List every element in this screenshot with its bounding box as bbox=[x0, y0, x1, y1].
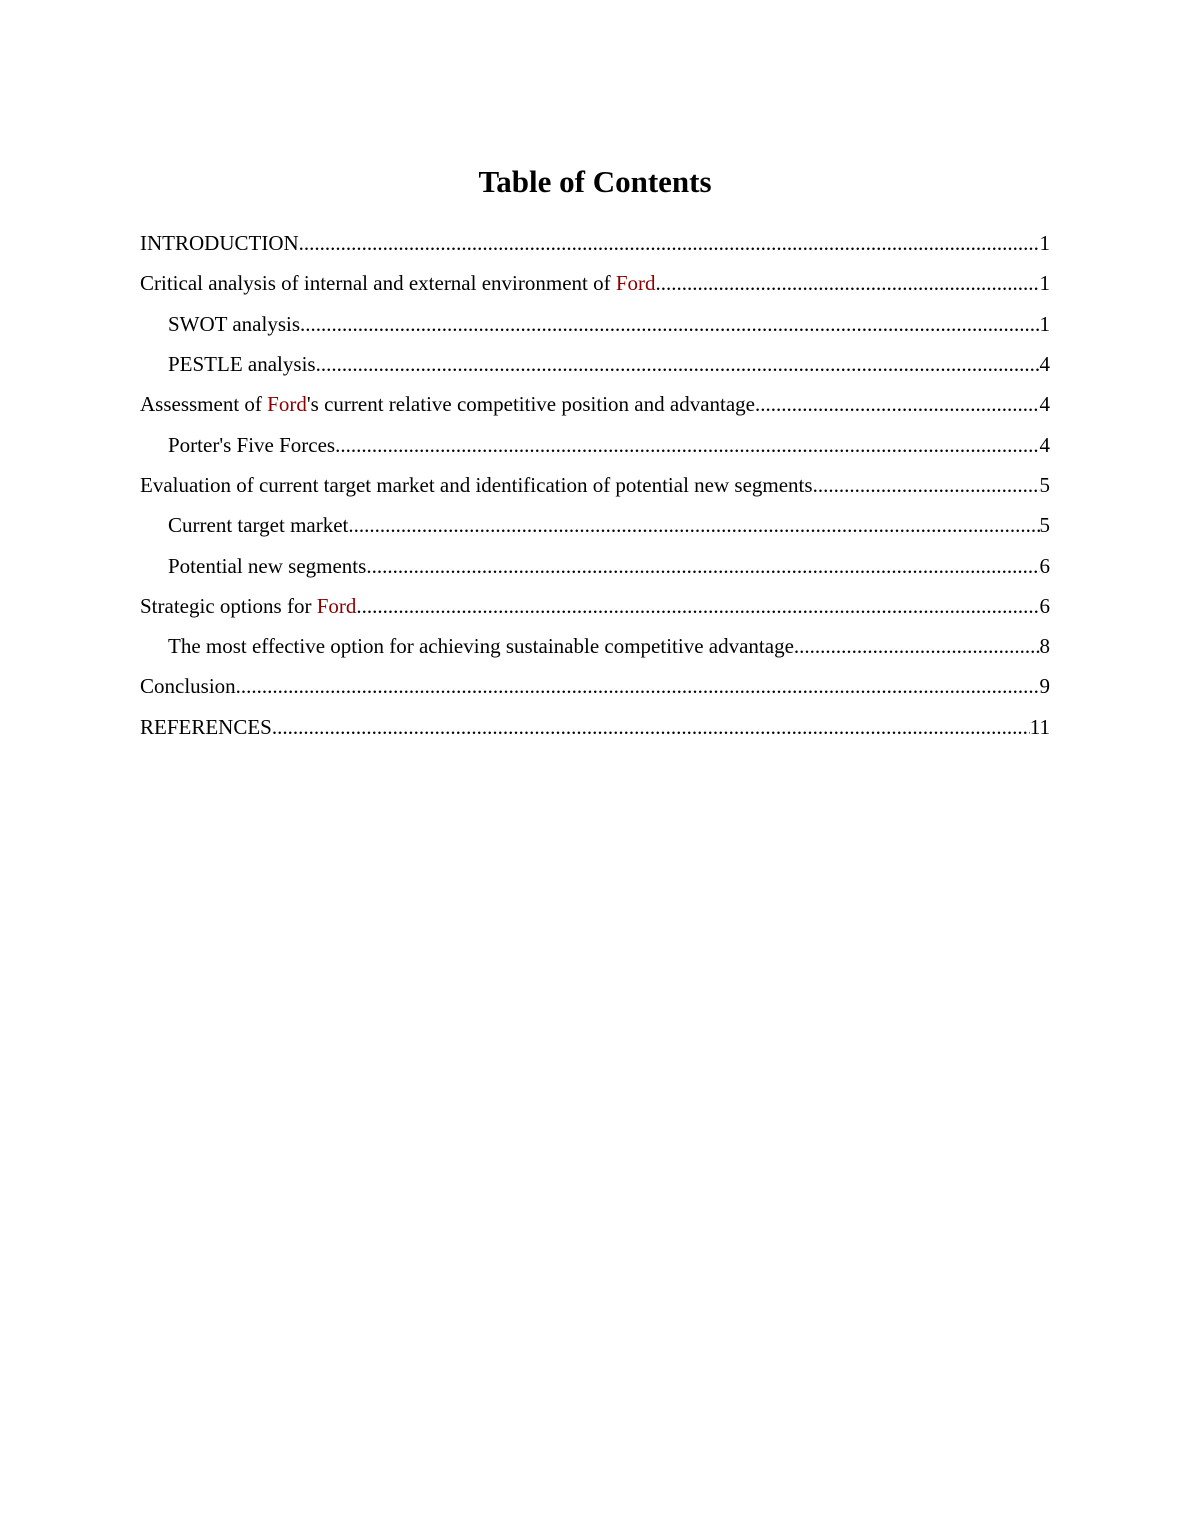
toc-title: Table of Contents bbox=[478, 164, 712, 199]
toc-entry[interactable] bbox=[140, 545, 1050, 585]
toc-page-number: 4 bbox=[1039, 432, 1050, 457]
toc-page-number: 6 bbox=[1039, 553, 1050, 578]
toc-page-number: 8 bbox=[1039, 634, 1050, 659]
toc-entry[interactable] bbox=[140, 586, 1050, 626]
toc-page-number: 4 bbox=[1039, 392, 1050, 417]
toc-dot-leader bbox=[335, 433, 1039, 457]
toc-page-number: 6 bbox=[1039, 593, 1050, 618]
toc-entry-text bbox=[140, 231, 299, 255]
toc-entry-text bbox=[168, 433, 335, 457]
toc-dot-leader bbox=[366, 554, 1039, 578]
toc-entry-title: Porter's Five Forces bbox=[168, 432, 336, 457]
toc-entry-title: Evaluation of current target market and identification of potential new segments bbox=[140, 472, 813, 497]
toc-entry-title: The most effective option for achieving sustainable competitive advantage bbox=[168, 634, 794, 659]
toc-entry-text bbox=[140, 674, 236, 698]
toc-entry-text bbox=[140, 594, 356, 618]
toc-entry-text bbox=[140, 473, 813, 497]
toc-entry-title: SWOT analysis bbox=[168, 311, 301, 336]
toc-page-number: 9 bbox=[1039, 674, 1050, 699]
toc-page-number: 1 bbox=[1039, 231, 1050, 256]
toc-entry-text bbox=[168, 513, 348, 537]
toc-entry[interactable] bbox=[140, 424, 1050, 464]
toc-entry-title: Strategic options for bbox=[140, 593, 317, 618]
toc-dot-leader bbox=[794, 634, 1040, 658]
toc-page-number: 5 bbox=[1039, 513, 1050, 538]
toc-entry-text bbox=[168, 352, 316, 376]
toc-entry-text bbox=[168, 554, 366, 578]
toc-entry-text bbox=[140, 271, 656, 295]
toc-entry-text bbox=[140, 715, 272, 739]
toc-dot-leader bbox=[236, 674, 1040, 698]
toc-dot-leader bbox=[300, 312, 1039, 336]
toc-entry[interactable] bbox=[140, 505, 1050, 545]
toc-entry-title: Potential new segments bbox=[168, 553, 367, 578]
toc-entry-text bbox=[140, 392, 755, 416]
toc-page-number: 4 bbox=[1039, 352, 1050, 377]
toc-entry-text bbox=[168, 312, 300, 336]
toc-dot-leader bbox=[272, 715, 1030, 739]
toc-entry[interactable] bbox=[140, 384, 1050, 424]
toc-entry-highlight: Ford bbox=[267, 392, 307, 417]
toc-dot-leader bbox=[813, 473, 1040, 497]
toc-entry-text bbox=[168, 634, 794, 658]
toc-entry[interactable] bbox=[140, 263, 1050, 303]
toc-page-number: 1 bbox=[1039, 311, 1050, 336]
toc-entry-title: Assessment of bbox=[140, 392, 268, 417]
toc-dot-leader bbox=[316, 352, 1040, 376]
toc-entry[interactable] bbox=[140, 223, 1050, 263]
toc-entry-title: Critical analysis of internal and external environment of bbox=[140, 271, 616, 296]
toc-entry-title: Current target market bbox=[168, 513, 349, 538]
toc-entry[interactable] bbox=[140, 626, 1050, 666]
toc-entry-title: Conclusion bbox=[140, 674, 236, 699]
toc-dot-leader bbox=[299, 231, 1040, 255]
toc-entry-title: PESTLE analysis bbox=[168, 352, 316, 377]
toc-entry[interactable] bbox=[140, 465, 1050, 505]
toc-dot-leader bbox=[656, 271, 1040, 295]
toc-entry-highlight: Ford bbox=[316, 593, 357, 618]
toc-page-number: 11 bbox=[1029, 714, 1050, 739]
toc-page-number: 1 bbox=[1039, 271, 1050, 296]
toc-list bbox=[140, 223, 1050, 747]
toc-dot-leader bbox=[755, 392, 1040, 416]
toc-entry-highlight: Ford bbox=[615, 271, 656, 296]
toc-entry-title: REFERENCES bbox=[140, 714, 272, 739]
toc-dot-leader bbox=[348, 513, 1039, 537]
toc-entry-title-rest: 's current relative competitive position and advantage bbox=[306, 392, 755, 417]
toc-entry[interactable] bbox=[140, 707, 1050, 747]
toc-entry[interactable] bbox=[140, 666, 1050, 706]
toc-page-number: 5 bbox=[1039, 472, 1050, 497]
toc-entry-title: INTRODUCTION bbox=[140, 231, 299, 256]
toc-entry[interactable] bbox=[140, 304, 1050, 344]
toc-dot-leader bbox=[356, 594, 1039, 618]
toc-entry[interactable] bbox=[140, 344, 1050, 384]
